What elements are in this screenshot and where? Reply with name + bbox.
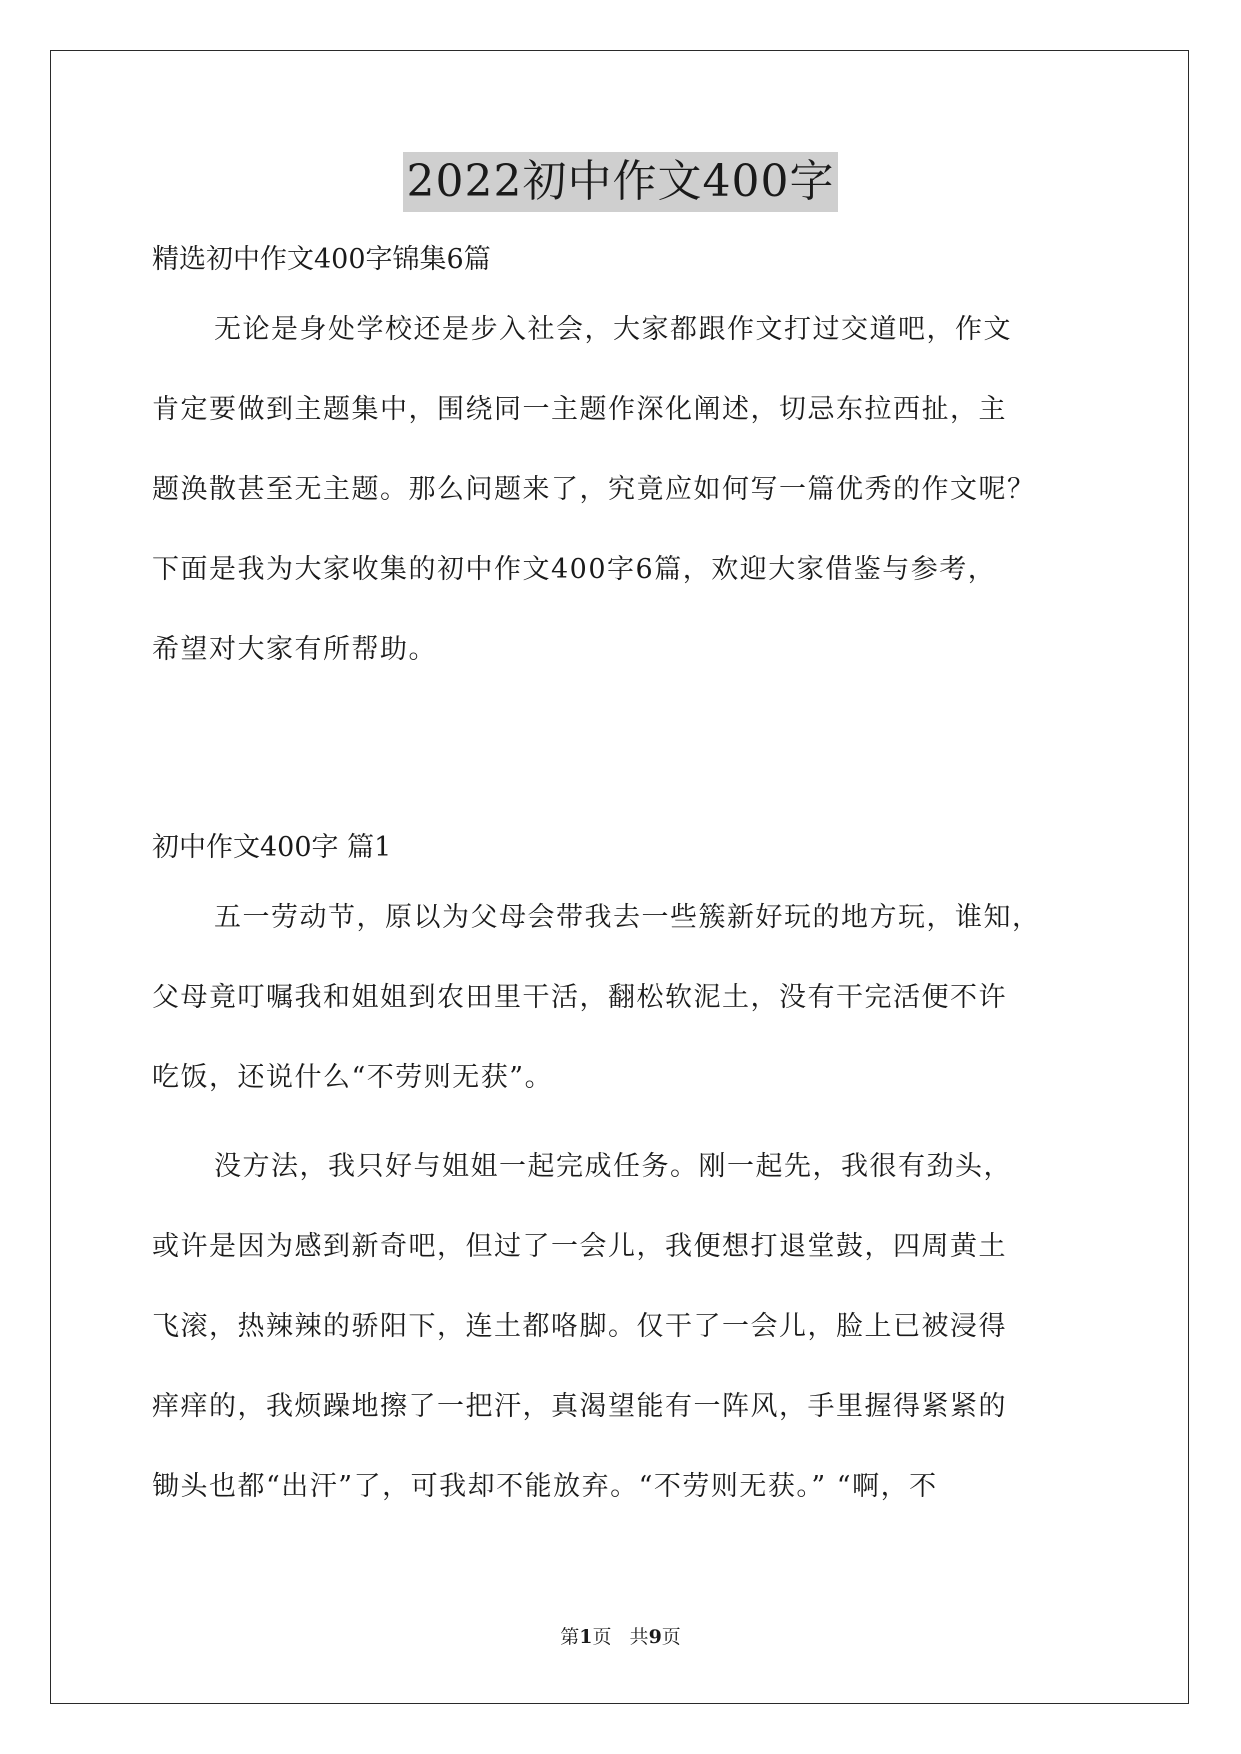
- paragraph-line: 锄头也都“出汗”了，可我却不能放弃。“不劳则无获。” “啊，不: [152, 1471, 938, 1502]
- footer-prefix: 第: [560, 1626, 580, 1648]
- paragraph-line: 或许是因为感到新奇吧，但过了一会儿，我便想打退堂鼓，四周黄土: [152, 1231, 1007, 1262]
- footer-page-number: 1: [579, 1626, 593, 1648]
- intro-paragraph: [152, 290, 1092, 690]
- intro-line: 题涣散甚至无主题。那么问题来了，究竟应如何写一篇优秀的作文呢？: [152, 474, 1036, 505]
- paragraph-line: 父母竟叮嘱我和姐姐到农田里干活，翻松软泥土，没有干完活便不许: [152, 982, 1007, 1013]
- paragraph-line: 没方法，我只好与姐姐一起完成任务。刚一起先，我很有劲头，: [214, 1151, 1012, 1182]
- intro-line: 无论是身处学校还是步入社会，大家都跟作文打过交道吧，作文: [214, 314, 1012, 345]
- footer-total-pages: 9: [648, 1626, 662, 1648]
- intro-line: 肯定要做到主题集中，围绕同一主题作深化阐述，切忌东拉西扯，主: [152, 394, 1007, 425]
- page-footer: [0, 1624, 1241, 1650]
- paragraph-line: 飞滚，热辣辣的骄阳下，连土都咯脚。仅干了一会儿，脸上已被浸得: [152, 1311, 1007, 1342]
- document-title-text: 2022初中作文400字: [403, 152, 839, 212]
- paragraph-line: 吃饭，还说什么“不劳则无获”。: [152, 1062, 554, 1093]
- document-subtitle: 精选初中作文400字锦集6篇: [152, 244, 491, 275]
- paragraph-line: 痒痒的，我烦躁地擦了一把汗，真渴望能有一阵风，手里握得紧紧的: [152, 1391, 1007, 1422]
- footer-suffix: 页: [661, 1626, 681, 1648]
- section1-paragraph-2: [152, 1127, 1092, 1527]
- intro-line: 希望对大家有所帮助。: [152, 634, 437, 665]
- paragraph-line: 五一劳动节，原以为父母会带我去一些簇新好玩的地方玩，谁知，: [214, 902, 1041, 933]
- intro-line: 下面是我为大家收集的初中作文400字6篇，欢迎大家借鉴与参考，: [152, 554, 997, 585]
- document-title: [0, 152, 1241, 212]
- section1-paragraph-1: [152, 878, 1092, 1118]
- footer-middle: 页 共: [592, 1626, 649, 1648]
- section-heading-1: 初中作文400字 篇1: [152, 832, 392, 863]
